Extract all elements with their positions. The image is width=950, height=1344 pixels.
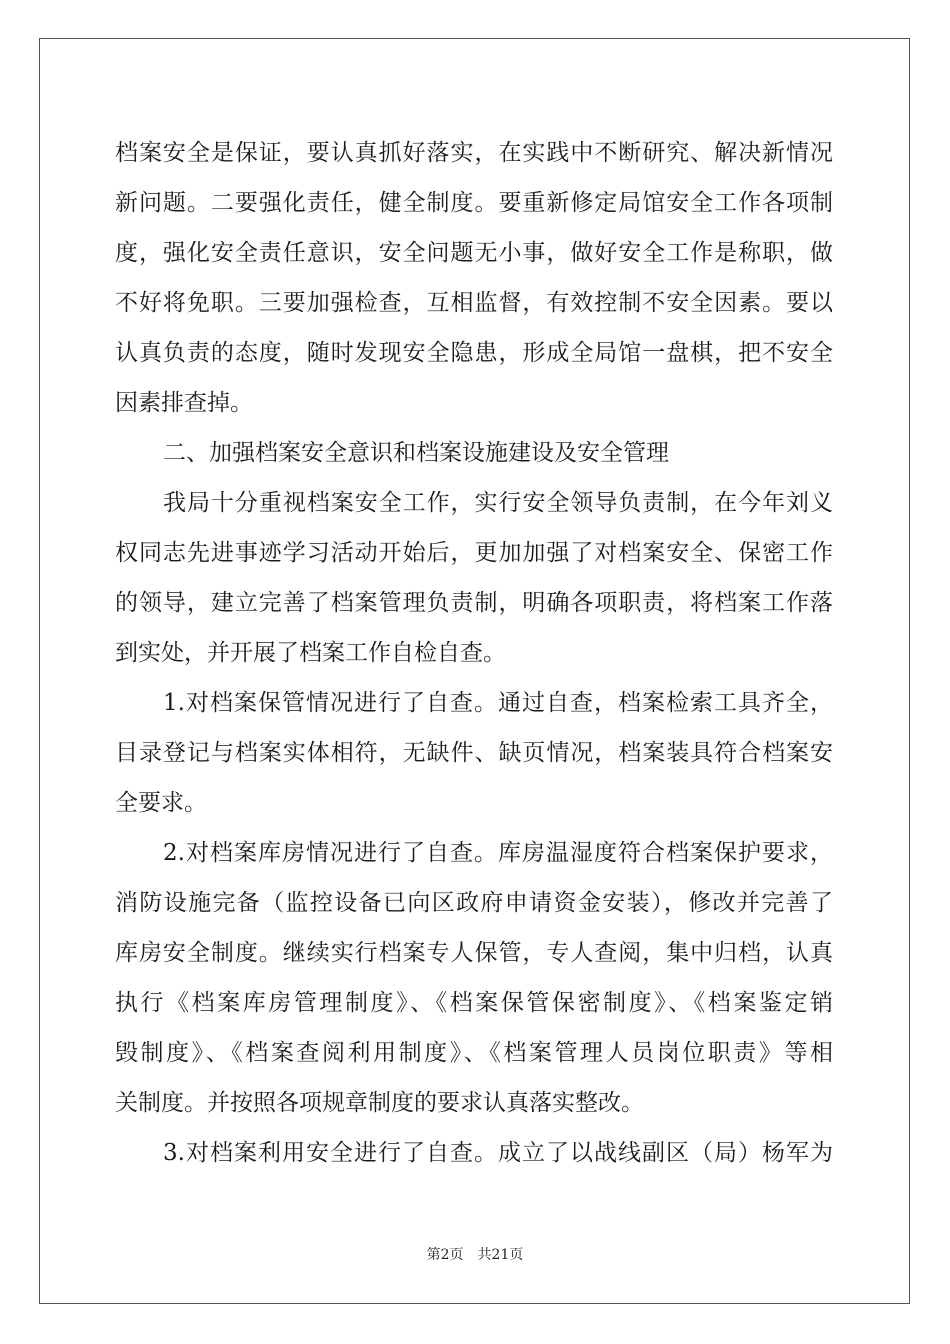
text-line: 的领导，建立完善了档案管理负责制，明确各项职责，将档案工作落 (115, 590, 833, 616)
text-line: 度，强化安全责任意识，安全问题无小事，做好安全工作是称职，做 (115, 240, 833, 266)
text-line: 3.对档案利用安全进行了自查。成立了以战线副区（局）杨军为 (163, 1140, 833, 1166)
text-line: 执行《档案库房管理制度》、《档案保管保密制度》、《档案鉴定销 (115, 990, 833, 1016)
text-line: 关制度。并按照各项规章制度的要求认真落实整改。 (115, 1090, 644, 1116)
text-line: 毁制度》、《档案查阅利用制度》、《档案管理人员岗位职责》等相 (115, 1040, 833, 1066)
section-heading: 二、加强档案安全意识和档案设施建设及安全管理 (163, 440, 669, 466)
text-line: 2.对档案库房情况进行了自查。库房温湿度符合档案保护要求， (163, 840, 833, 866)
document-body (115, 128, 833, 1178)
text-line: 1.对档案保管情况进行了自查。通过自查，档案检索工具齐全， (163, 690, 833, 716)
text-line: 权同志先进事迹学习活动开始后，更加加强了对档案安全、保密工作 (115, 540, 833, 566)
text-line: 认真负责的态度，随时发现安全隐患，形成全局馆一盘棋，把不安全 (115, 340, 833, 366)
text-line: 到实处，并开展了档案工作自检自查。 (115, 640, 506, 666)
text-line: 不好将免职。三要加强检查，互相监督，有效控制不安全因素。要以 (115, 290, 833, 316)
text-line: 我局十分重视档案安全工作，实行安全领导负责制，在今年刘义 (163, 490, 833, 516)
text-line: 库房安全制度。继续实行档案专人保管，专人查阅，集中归档，认真 (115, 940, 833, 966)
text-line: 全要求。 (115, 790, 207, 816)
page-total: 共21页 (477, 1247, 524, 1263)
page-number: 第2页 (426, 1247, 464, 1263)
page-footer (0, 1244, 950, 1264)
text-line: 消防设施完备（监控设备已向区政府申请资金安装），修改并完善了 (115, 890, 833, 916)
text-line: 目录登记与档案实体相符，无缺件、缺页情况，档案装具符合档案安 (115, 740, 833, 766)
text-line: 因素排查掉。 (115, 390, 253, 416)
text-line: 档案安全是保证，要认真抓好落实，在实践中不断研究、解决新情况 (115, 140, 833, 166)
text-line: 新问题。二要强化责任，健全制度。要重新修定局馆安全工作各项制 (115, 190, 833, 216)
